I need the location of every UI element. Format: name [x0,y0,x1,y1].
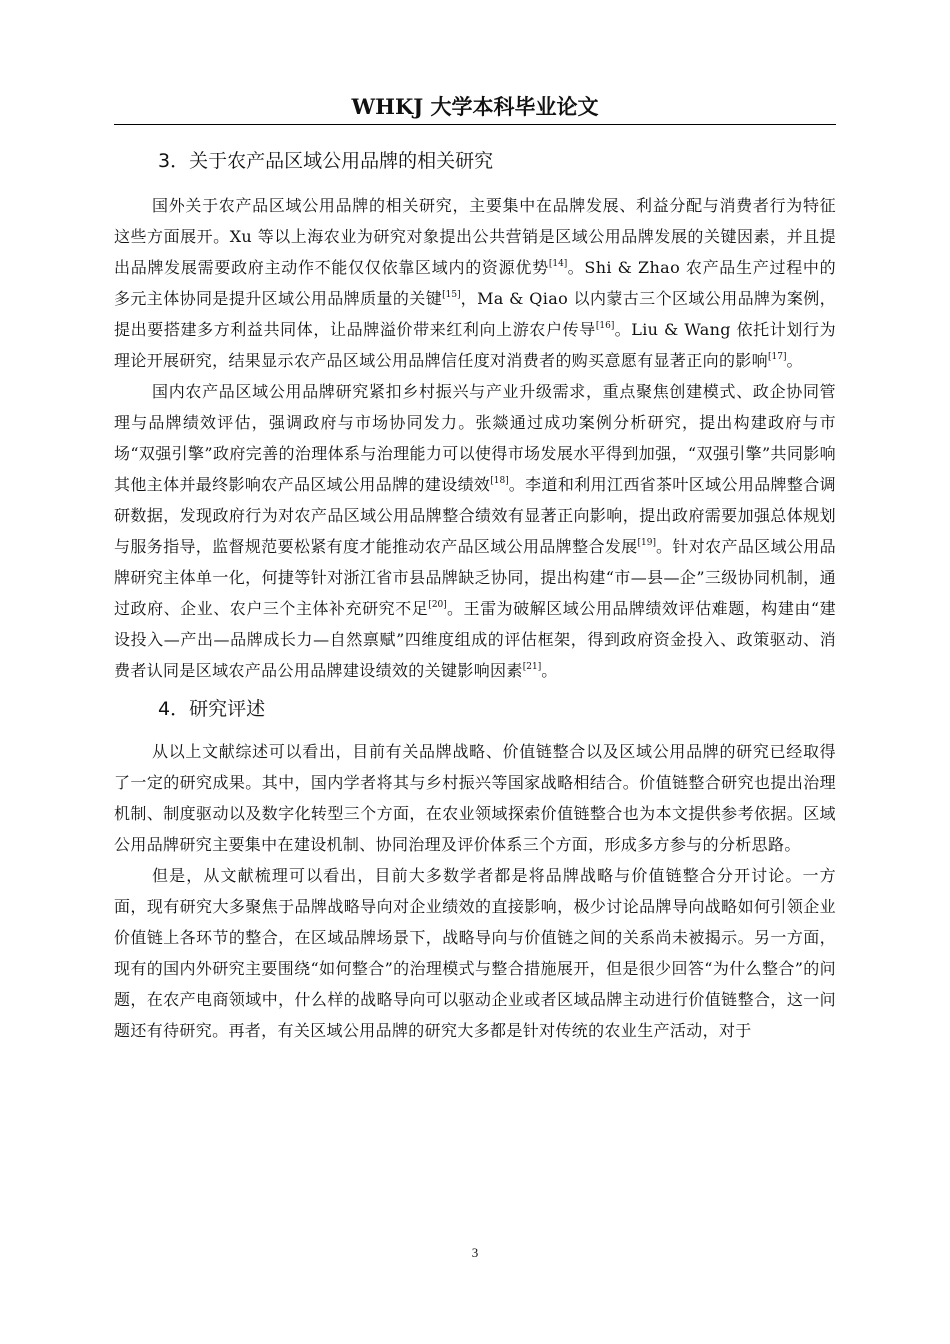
paragraph-text-segment: 。王雷为破解区域公用品牌绩效评估难题，构建由“建设投入—产出—品牌成长力—自然禀赋”四维度组成的评估框架，得到政府资金投入、政策驱动、消费者认同是区域农产品公用品牌建设绩效的关键影响因素 [114,599,836,680]
section-4-paragraph-1: 从以上文献综述可以看出，目前有关品牌战略、价值链整合以及区域公用品牌的研究已经取得了一定的研究成果。其中，国内学者将其与乡村振兴等国家战略相结合。价值链整合研究也提出治理机制、制度驱动以及数字化转型三个方面，在农业领域探索价值链整合也为本文提供参考依据。区域公用品牌研究主要集中在建设机制、协同治理及评价体系三个方面，形成多方参与的分析思路。 [114,742,836,854]
page-body [114,146,836,1046]
paragraph-text-segment: 。 [786,351,803,370]
section-3-heading: 3．关于农产品区域公用品牌的相关研究 [158,150,494,172]
header-title: WHKJ 大学本科毕业论文 [351,94,599,119]
section-3-paragraph-2 [114,376,836,686]
citation-reference: [18] [490,476,509,486]
paragraph-text-segment: 。 [541,661,558,680]
section-3-paragraph-1 [114,190,836,376]
paragraph-text-segment: 。李道和利用江西省茶叶区域公用品牌整合调研数据，发现政府行为对农产品区域公用品牌整合绩效有显著正向影响，提出政府需要加强总体规划与服务指导，监督规范要松紧有度才能推动农产品区域公用品牌整合发展 [114,475,836,556]
page-number: 3 [471,1245,479,1260]
paragraph-text-segment: ，Ma & Qiao 以内蒙古三个区域公用品牌为案例，提出要搭建多方利益共同体，让品牌溢价带来红利向上游农户传导 [114,289,836,339]
citation-reference: [20] [428,600,447,610]
paragraph-text-segment: 。Liu & Wang 依托计划行为理论开展研究，结果显示农产品区域公用品牌信任度对消费者的购买意愿有显著正向的影响 [114,320,836,370]
citation-reference: [14] [548,259,568,269]
citation-reference: [17] [768,352,787,362]
paragraph-text-segment: 国内农产品区域公用品牌研究紧扣乡村振兴与产业升级需求，重点聚焦创建模式、政企协同管理与品牌绩效评估，强调政府与市场协同发力。张燚通过成功案例分析研究，提出构建政府与市场“双强引擎”政府完善的治理体系与治理能力可以使得市场发展水平得到加强，“双强引擎”共同影响其他主体并最终影响农产品区域公用品牌的建设绩效 [114,382,836,494]
paragraph-text-segment: 国外关于农产品区域公用品牌的相关研究，主要集中在品牌发展、利益分配与消费者行为特征这些方面展开。Xu 等以上海农业为研究对象提出公共营销是区域公用品牌发展的关键因素，并且提出品牌发展需要政府主动作不能仅仅依靠区域内的资源优势 [114,196,836,277]
citation-reference: [21] [522,662,542,672]
paragraph-text-segment: 。Shi & Zhao 农产品生产过程中的多元主体协同是提升区域公用品牌质量的关键 [114,258,836,308]
citation-reference: [15] [442,290,461,300]
section-4-paragraph-2: 但是，从文献梳理可以看出，目前大多数学者都是将品牌战略与价值链整合分开讨论。一方面，现有研究大多聚焦于品牌战略导向对企业绩效的直接影响，极少讨论品牌导向战略如何引领企业价值链上各环节的整合，在区域品牌场景下，战略导向与价值链之间的关系尚未被揭示。另一方面，现有的国内外研究主要围绕“如何整合”的治理模式与整合措施展开，但是很少回答“为什么整合”的问题，在农产电商领域中，什么样的战略导向可以驱动企业或者区域品牌主动进行价值链整合，这一问题还有待研究。再者，有关区域公用品牌的研究大多都是针对传统的农业生产活动，对于 [114,866,836,1040]
paragraph-text-segment: 。针对农产品区域公用品牌研究主体单一化，何捷等针对浙江省市县品牌缺乏协同，提出构建“市—县—企”三级协同机制，通过政府、企业、农户三个主体补充研究不足 [114,537,836,618]
running-header [114,94,836,125]
citation-reference: [16] [595,321,615,331]
section-4-heading: 4．研究评述 [158,698,266,720]
citation-reference: [19] [637,538,657,548]
